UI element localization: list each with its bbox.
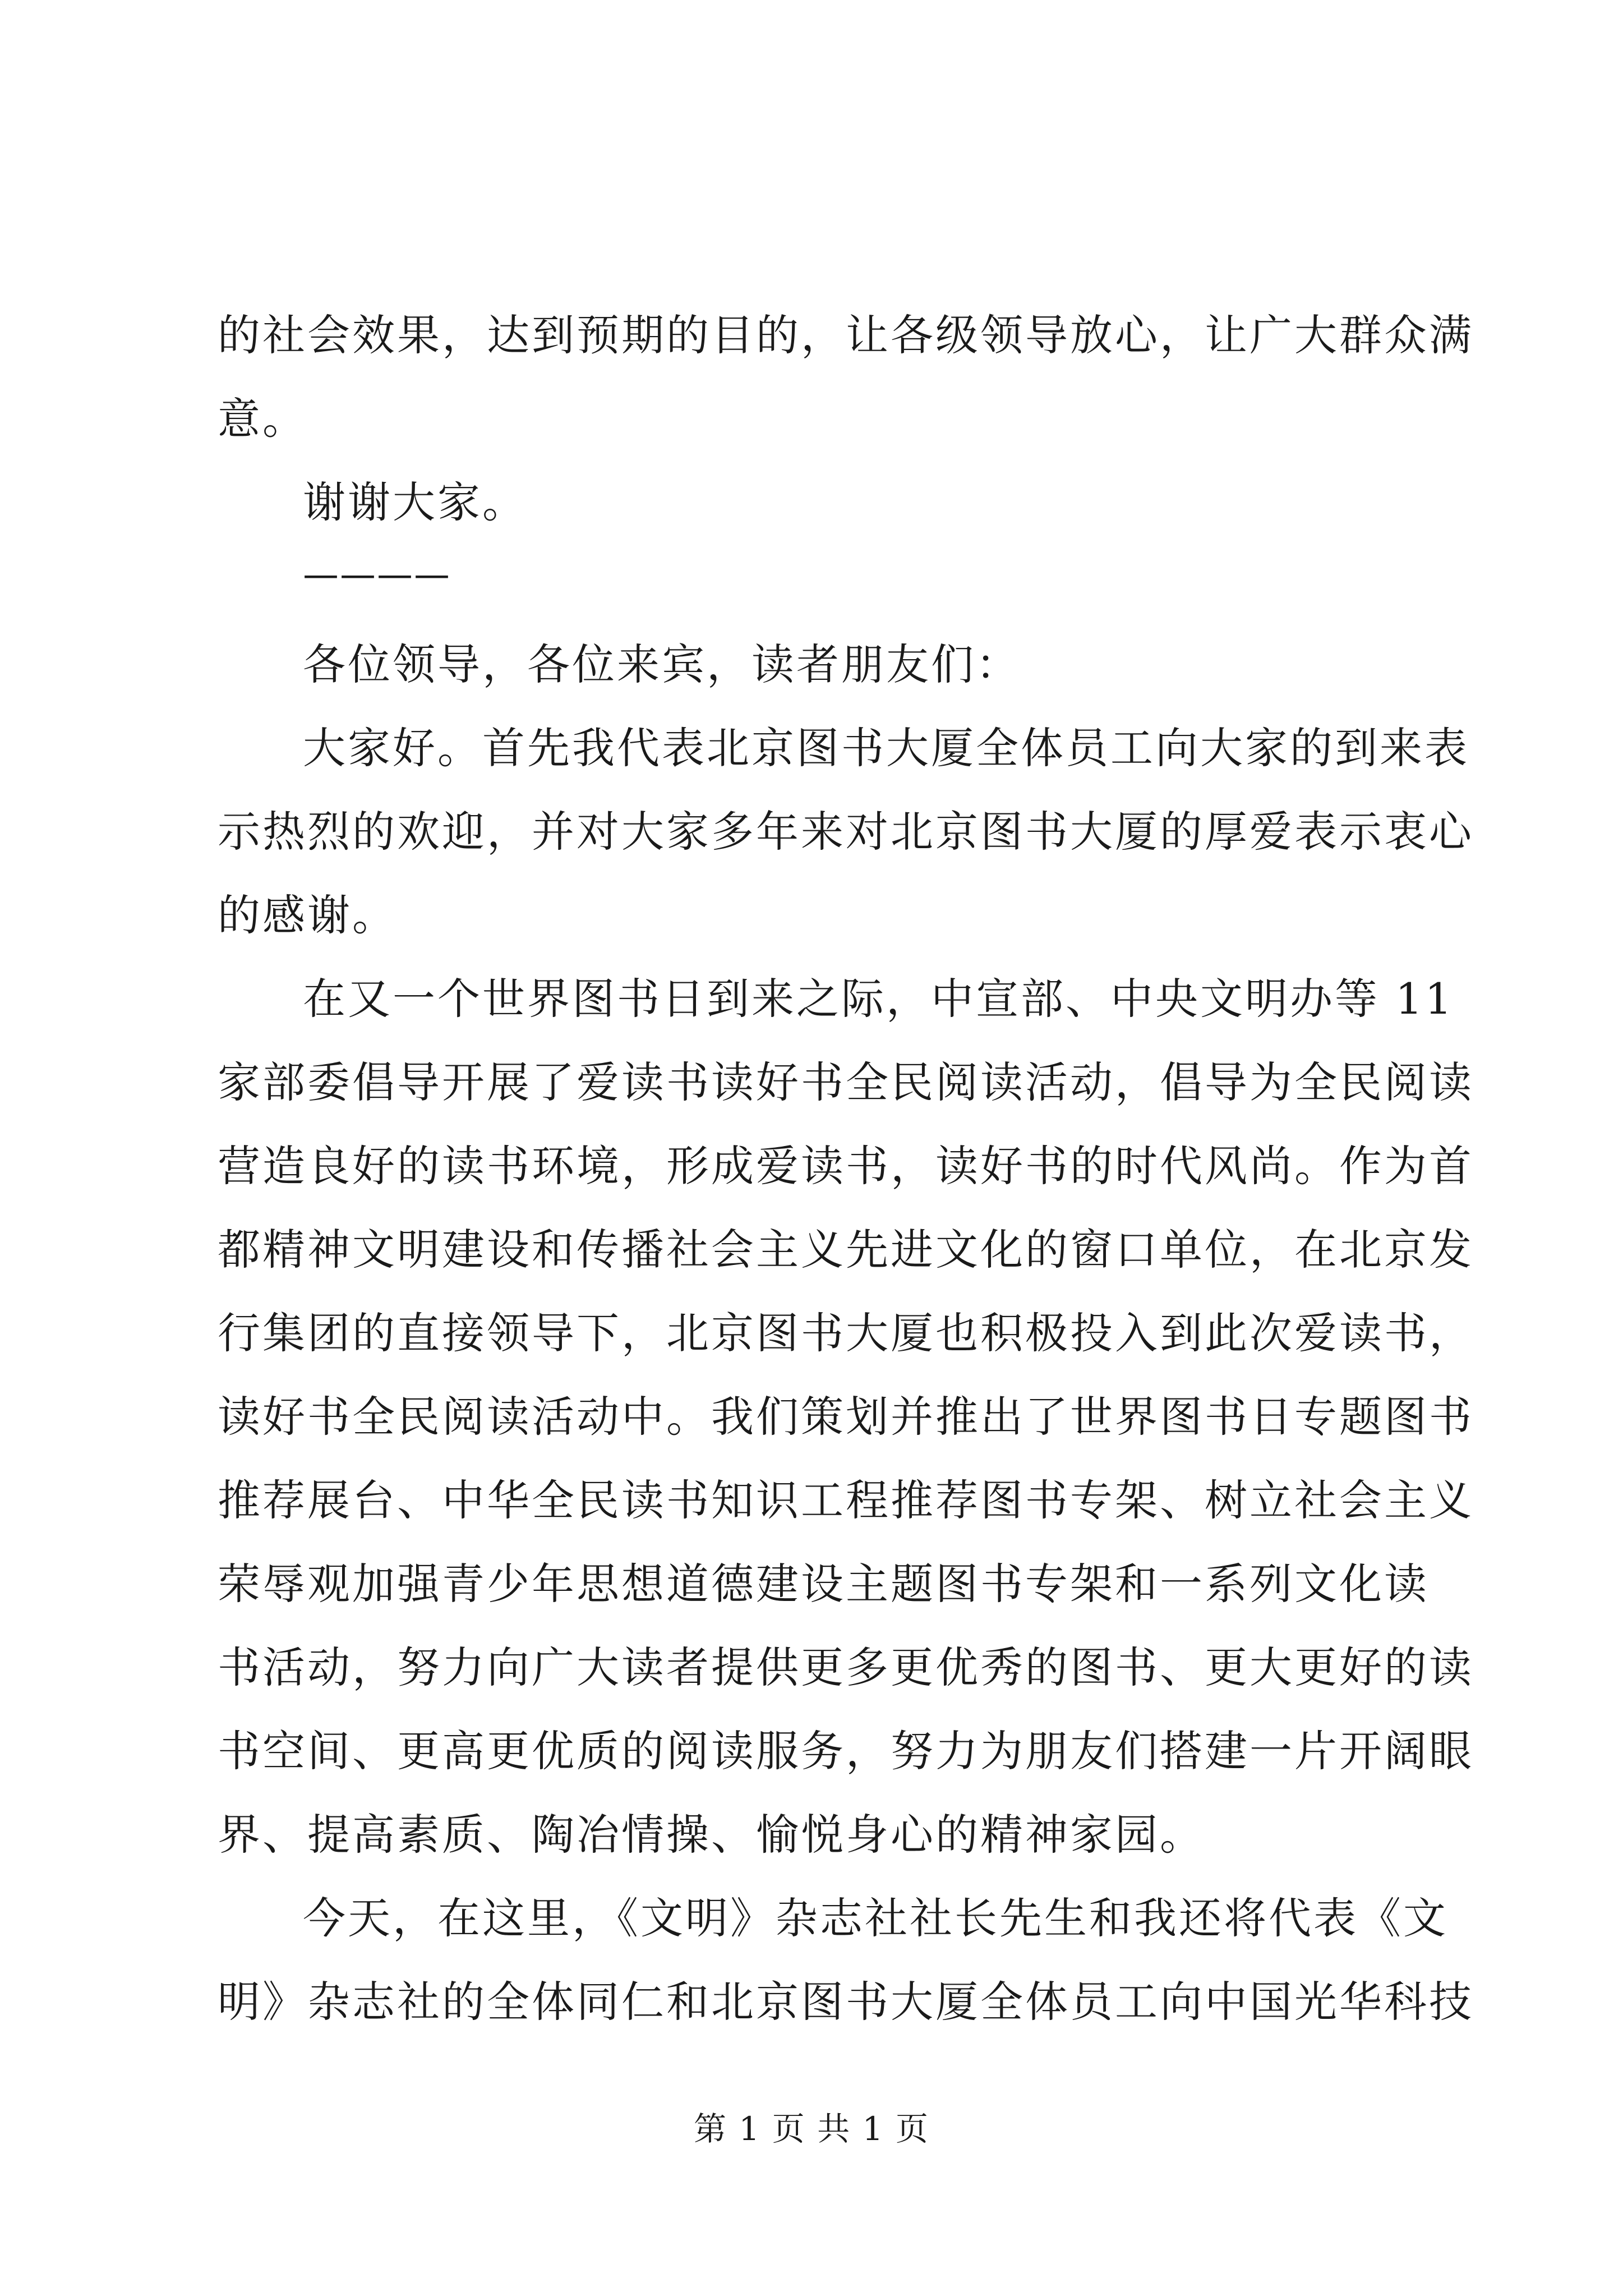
text-line: 推荐展台、中华全民读书知识工程推荐图书专架、树立社会主义 — [218, 1475, 1474, 1525]
text-line: 明》杂志社的全体同仁和北京图书大厦全体员工向中国光华科技 — [218, 1977, 1474, 2027]
text-line: 营造良好的读书环境，形成爱读书，读好书的时代风尚。作为首 — [218, 1141, 1474, 1191]
text-line: 的社会效果，达到预期的目的，让各级领导放心，让广大群众满 — [218, 310, 1474, 360]
text-line: 界、提高素质、陶冶情操、愉悦身心的精神家园。 — [218, 1810, 1205, 1860]
text-line: 书活动，努力向广大读者提供更多更优秀的图书、更大更好的读 — [218, 1642, 1474, 1692]
text-line: 大家好。首先我代表北京图书大厦全体员工向大家的到来表 — [303, 723, 1469, 773]
separator-line: ———— — [303, 554, 451, 596]
text-line: 读好书全民阅读活动中。我们策划并推出了世界图书日专题图书 — [218, 1392, 1474, 1442]
text-line: 谢谢大家。 — [303, 477, 527, 527]
text-line: 今天，在这里，《文明》杂志社社长先生和我还将代表《文 — [303, 1893, 1448, 1943]
salutation: 各位领导，各位来宾，读者朋友们： — [303, 639, 1021, 689]
text-line: 在又一个世界图书日到来之际，中宣部、中央文明办等 11 — [303, 974, 1454, 1024]
text-line: 行集团的直接领导下，北京图书大厦也积极投入到此次爱读书， — [218, 1308, 1474, 1358]
text-line: 的感谢。 — [218, 890, 397, 940]
page-footer: 第 1 页 共 1 页 — [694, 2110, 929, 2148]
text-line: 意。 — [218, 394, 307, 444]
text-line: 示热烈的欢迎，并对大家多年来对北京图书大厦的厚爱表示衷心 — [218, 807, 1474, 857]
text-line: 荣辱观加强青少年思想道德建设主题图书专架和一系列文化读 — [218, 1559, 1429, 1609]
text-line: 家部委倡导开展了爱读书读好书全民阅读活动，倡导为全民阅读 — [218, 1057, 1474, 1107]
text-line: 书空间、更高更优质的阅读服务，努力为朋友们搭建一片开阔眼 — [218, 1726, 1474, 1776]
text-line: 都精神文明建设和传播社会主义先进文化的窗口单位，在北京发 — [218, 1225, 1474, 1274]
